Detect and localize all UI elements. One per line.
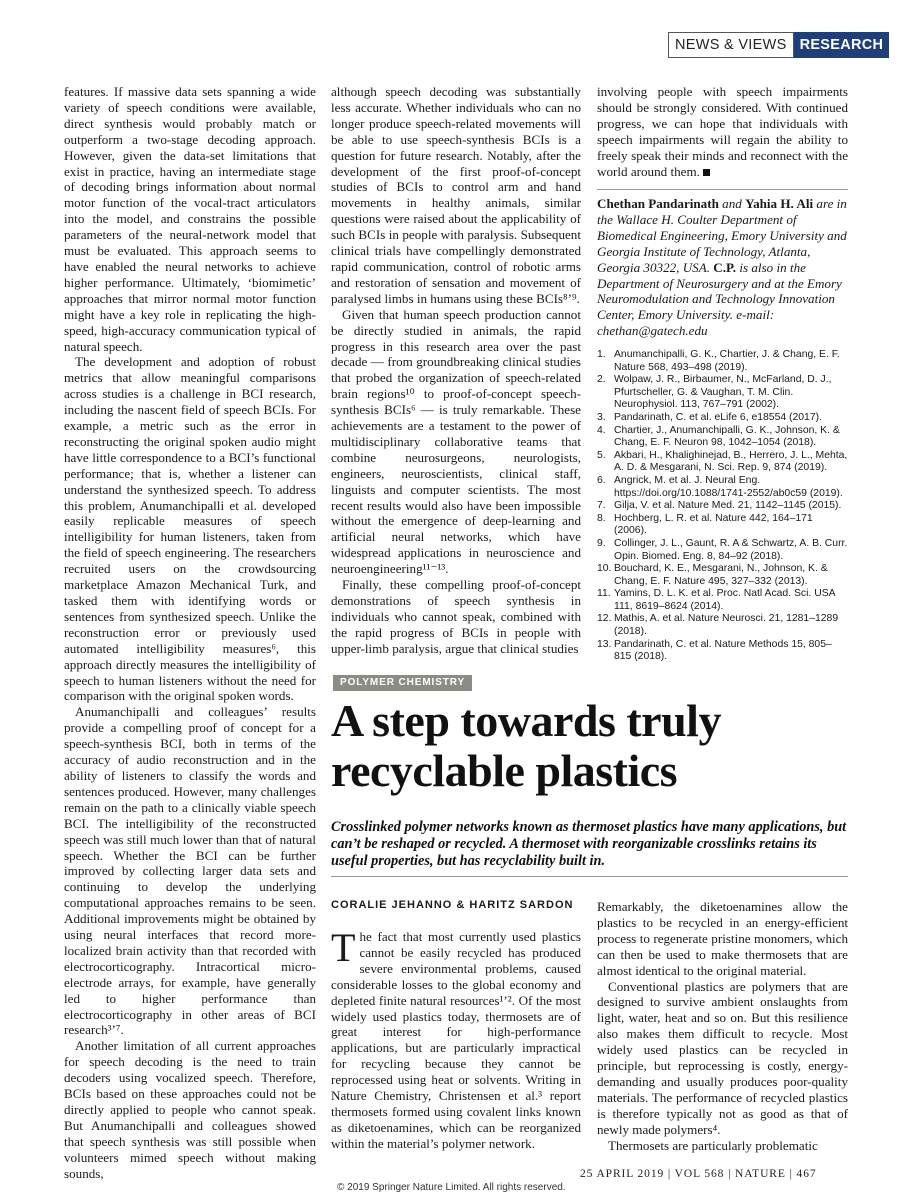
column-1 xyxy=(64,84,316,1182)
closing-text: involving people with speech impairments should be strongly considered. With continued progress, we can hope that individuals with speech impairments will regain the ability to freely speak their minds and reconnect with the world around them. xyxy=(597,84,848,179)
reference-text: Pandarinath, C. et al. Nature Methods 15, 805–815 (2018). xyxy=(614,638,832,663)
reference-number: 10. xyxy=(597,563,612,575)
reference-number: 7. xyxy=(597,500,606,512)
standfirst: Crosslinked polymer networks known as thermoset plastics have many applications, but can’t be reshaped or recycled. A thermoset with reorganizable crosslinks retains its useful properties, but has recyclability built in. xyxy=(331,819,847,869)
author-name: Yahia H. Ali xyxy=(745,196,814,211)
affiliation-text: are in the Wallace H. Coulter Department of Biomedical Engineering, Emory University and Georgia Institute of Technology, Atlanta, Georgia 30322, USA. xyxy=(597,196,847,275)
article-kicker: POLYMER CHEMISTRY xyxy=(333,675,472,691)
paragraph xyxy=(597,84,848,179)
column-3 xyxy=(597,84,848,179)
author-initials: C.P. xyxy=(713,259,737,275)
section-header xyxy=(668,32,889,58)
research-tag: RESEARCH xyxy=(794,32,890,58)
divider xyxy=(597,189,848,190)
reference-text: Chartier, J., Anumanchipalli, G. K., Johnson, K. & Chang, E. F. Neuron 98, 1042–1054 (2018). xyxy=(614,424,840,449)
reference-item xyxy=(597,588,848,613)
title-line: recyclable plastics xyxy=(331,745,678,796)
reference-item xyxy=(597,538,848,563)
paragraph: features. If massive data sets spanning a wide variety of speech conditions were available, direct synthesis would probably match or outperform a two-stage decoding approach. However, given the data-set limitations that exist in practice, having an intermediate stage of decoding brings information about normal motor function of the vocal-tract articulators into the model, and constrains the possible parameters of the neural-network model that must be evaluated. This approach seems to have enabled the neural networks to achieve higher performance. Ultimately, ‘biomimetic’ approaches that mirror normal motor function might have a key role in replicating the high-speed, high-accuracy communication typical of natural speech. xyxy=(64,84,316,354)
issue-info: 25 APRIL 2019 | VOL 568 | NATURE | 467 xyxy=(580,1168,817,1180)
reference-item xyxy=(597,500,848,513)
section-label: NEWS & VIEWS xyxy=(668,32,794,58)
reference-item xyxy=(597,563,848,588)
reference-list xyxy=(597,349,848,664)
reference-text: Yamins, D. L. K. et al. Proc. Natl Acad. Sci. USA 111, 8619–8624 (2014). xyxy=(614,588,835,612)
reference-item xyxy=(597,425,848,450)
end-of-article-mark xyxy=(703,169,710,176)
paragraph xyxy=(331,925,581,1152)
affiliation-text: is also in the Department of Neurosurgery and at the Emory Neuromodulation and Technology Innovation Center, Emory University. xyxy=(597,259,842,323)
paragraph: Conventional plastics are polymers that are designed to survive ambient onslaughts from light, water, heat and so on. But this resilience also makes them difficult to recycle. Most widely used plastics can be recycled in principle, but reprocessing is costly, energy-demanding and usually produces poor-quality materials. The performance of recycled plastics is therefore typically not as good as that of newly made polymers⁴. xyxy=(597,978,848,1137)
byline: CORALIE JEHANNO & HARITZ SARDON xyxy=(331,899,574,911)
reference-item xyxy=(597,349,848,374)
paragraph: Given that human speech production cannot be directly studied in animals, the rapid progress in this research area over the past decade — from groundbreaking clinical studies that probed the organization of speech-related brain regions¹⁰ to proof-of-concept speech-synthesis BCIs⁶ — is truly remarkable. These achievements are a testament to the power of multidisciplinary collaborative teams that combine neurosurgeons, neurologists, engineers, neuroscientists, clinical staff, linguists and computer scientists. The most recent results would also have been impossible without the emergence of deep-learning and artificial neural networks, which have widespread applications in neuroscience and neuroengineering¹¹⁻¹³. xyxy=(331,306,581,577)
reference-text: Hochberg, L. R. et al. Nature 442, 164–171 (2006). xyxy=(614,512,813,537)
paragraph-text: he fact that most currently used plastics cannot be easily recycled has produced severe environmental problems, caused considerable losses to the global economy and depleted finite natural resources¹’². Of the most widely used plastics today, thermosets are of great interest for high-performance applications, but are particularly impractical for recycling because they cannot be reprocessed using heat or solvents. Writing in Nature Chemistry, Christensen et al.³ report thermosets formed using covalent links known as diketoenamines, which can be reorganized within the material’s polymer network. xyxy=(331,929,581,1151)
reference-text: Anumanchipalli, G. K., Chartier, J. & Chang, E. F. Nature 568, 493–498 (2019). xyxy=(614,349,840,373)
reference-number: 6. xyxy=(597,474,606,486)
title-line: A step towards truly xyxy=(331,695,721,746)
reference-number: 8. xyxy=(597,512,606,524)
reference-number: 3. xyxy=(597,411,606,423)
paragraph: although speech decoding was substantially less accurate. Whether individuals who can no longer produce speech-related movements will be able to use speech-synthesis BCIs is a question for future research. Notably, after the development of the first proof-of-concept studies of BCIs to control arm and hand movements in healthy animals, similar questions were raised about the applicability of such BCIs in people with paralysis. Subsequent clinical trials have compellingly demonstrated rapid communication, control of robotic arms and restoration of sensation and movement of paralysed limbs in humans using these BCIs⁸’⁹. xyxy=(331,84,581,306)
reference-number: 12. xyxy=(597,613,612,625)
column-2 xyxy=(331,84,581,657)
reference-number: 2. xyxy=(597,374,606,386)
reference-text: Wolpaw, J. R., Birbaumer, N., McFarland, D. J., Pfurtscheller, G. & Vaughan, T. M. Clin. Neurophysiol. 113, 767–791 (2002). xyxy=(614,374,832,411)
reference-item xyxy=(597,450,848,475)
reference-number: 9. xyxy=(597,537,606,549)
reference-number: 5. xyxy=(597,449,606,461)
reference-item xyxy=(597,475,848,500)
paragraph: Remarkably, the diketoenamines allow the plastics to be recycled in an energy-efficient process to regenerate pristine monomers, which can then be used to make thermosets that are almost identical to the original material. xyxy=(597,899,848,978)
article-column-2 xyxy=(597,899,848,1154)
article-column-1 xyxy=(331,925,581,1152)
reference-item xyxy=(597,513,848,538)
paragraph: Anumanchipalli and colleagues’ results provide a compelling proof of concept for a speech-synthesis BCI, both in terms of the accuracy of audio reconstruction and in the ability of listeners to classify the words and sentences produced. However, many challenges remain on the path to a clinically viable speech BCI. The intelligibility of the reconstructed speech was still much lower than that of natural speech. Whether the BCI can be further improved by collecting larger data sets and continuing to develop the underlying computational approaches remains to be seen. Additional improvements might be obtained by using neural interfaces that record more-localized brain activity than that recorded with electrocorticography. Intracortical micro-electrode arrays, for example, have generally led to higher performance than electrocorticography in other areas of BCI research³’⁷. xyxy=(64,704,316,1038)
email: e-mail: chethan@gatech.edu xyxy=(597,307,775,339)
reference-text: Collinger, J. L., Gaunt, R. A & Schwartz, A. B. Curr. Opin. Biomed. Eng. 8, 84–92 (2018). xyxy=(614,537,848,562)
reference-item xyxy=(597,613,848,638)
reference-text: Bouchard, K. E., Mesgarani, N., Johnson, K. & Chang, E. F. Nature 495, 327–332 (2013). xyxy=(614,563,828,587)
paragraph: Another limitation of all current approaches for speech decoding is the need to train decoders using vocalized speech. Therefore, BCIs based on these approaches could not be directly applied to people who cannot speak. But Anumanchipalli and colleagues showed that speech synthesis was still possible when volunteers mimed speech without making sounds, xyxy=(64,1038,316,1181)
reference-item xyxy=(597,374,848,412)
divider xyxy=(331,876,848,877)
author-name: Chethan Pandarinath xyxy=(597,196,719,211)
reference-number: 1. xyxy=(597,349,606,360)
paragraph: The development and adoption of robust metrics that allow meaningful comparisons across studies is a challenge in BCI research, including the nascent field of speech BCIs. For example, a metric such as the error in reconstructing the original spoken audio might have little correspondence to a BCI’s functional performance; that is, whether a listener can understand the synthesized speech. To address this problem, Anumanchipalli et al. developed easily replicable measures of speech intelligibility for human listeners, taken from the field of speech engineering. The researchers recruited users on the crowdsourcing marketplace Amazon Mechanical Turk, and tasked them with identifying words or sentences from synthesized speech. Unlike the reconstruction error or previously used automated intelligibility measures⁶, this approach directly measures the intelligibility of speech to human listeners without the need for comparison with the original spoken words. xyxy=(64,354,316,704)
reference-text: Pandarinath, C. et al. eLife 6, e18554 (2017). xyxy=(614,411,822,423)
reference-number: 4. xyxy=(597,424,606,436)
reference-text: Akbari, H., Khalighinejad, B., Herrero, J. L., Mehta, A. D. & Mesgarani, N. Sci. Rep. 9, 874 (2019). xyxy=(614,449,848,474)
article-title xyxy=(331,696,871,796)
reference-text: Angrick, M. et al. J. Neural Eng. https://doi.org/10.1088/1741-2552/ab0c59 (2019). xyxy=(614,474,843,499)
paragraph: Thermosets are particularly problematic xyxy=(608,1137,818,1153)
reference-item xyxy=(597,639,848,664)
conjunction: and xyxy=(722,196,742,211)
copyright: © 2019 Springer Nature Limited. All rights reserved. xyxy=(337,1182,566,1193)
paragraph: Finally, these compelling proof-of-concept demonstrations of speech synthesis in individuals who cannot speak, combined with the rapid progress of BCIs in people with upper-limb paralysis, argue that clinical studies xyxy=(331,577,581,656)
drop-cap: T xyxy=(331,925,356,970)
reference-item xyxy=(597,412,848,425)
reference-text: Gilja, V. et al. Nature Med. 21, 1142–1145 (2015). xyxy=(614,500,842,512)
reference-number: 11. xyxy=(597,588,611,600)
author-affiliation xyxy=(597,196,848,339)
reference-number: 13. xyxy=(597,638,612,650)
reference-text: Mathis, A. et al. Nature Neurosci. 21, 1281–1289 (2018). xyxy=(614,613,839,638)
